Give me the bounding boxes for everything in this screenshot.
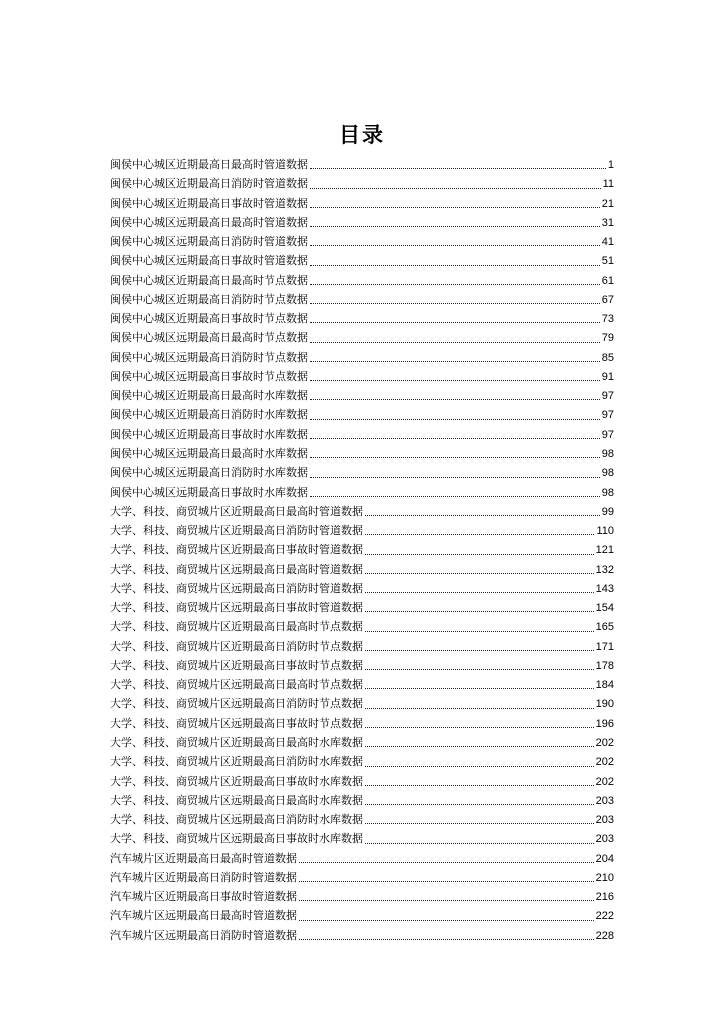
toc-page-number: 85 bbox=[601, 351, 614, 364]
toc-page-number: 143 bbox=[595, 582, 614, 595]
toc-dot-leader bbox=[310, 379, 600, 381]
toc-entry[interactable] bbox=[110, 213, 614, 232]
toc-entry-text: 闽侯中心城区近期最高日最高时水库数据 bbox=[110, 389, 308, 403]
toc-page-number: 99 bbox=[601, 505, 614, 518]
toc-page-number: 203 bbox=[595, 833, 614, 846]
toc-entry-text: 闽侯中心城区近期最高日消防时节点数据 bbox=[110, 292, 308, 306]
toc-entry-text: 大学、科技、商贸城片区远期最高日最高时管道数据 bbox=[110, 562, 363, 576]
toc-entry[interactable] bbox=[110, 463, 614, 482]
toc-entry-text: 大学、科技、商贸城片区近期最高日事故时管道数据 bbox=[110, 543, 363, 557]
toc-page-number: 178 bbox=[595, 659, 614, 672]
toc-entry[interactable] bbox=[110, 772, 614, 791]
toc-entry-text: 汽车城片区近期最高日最高时管道数据 bbox=[110, 851, 297, 865]
toc-dot-leader bbox=[365, 610, 594, 612]
toc-dot-leader bbox=[299, 938, 594, 940]
toc-entry[interactable] bbox=[110, 367, 614, 386]
toc-entry[interactable] bbox=[110, 579, 614, 598]
toc-entry-text: 大学、科技、商贸城片区近期最高日消防时水库数据 bbox=[110, 755, 363, 769]
toc-entry[interactable] bbox=[110, 502, 614, 521]
toc-entry[interactable] bbox=[110, 386, 614, 405]
toc-dot-leader bbox=[310, 495, 600, 497]
toc-entry[interactable] bbox=[110, 444, 614, 463]
toc-dot-leader bbox=[310, 456, 600, 458]
toc-page-number: 184 bbox=[595, 679, 614, 692]
toc-dot-leader bbox=[365, 630, 594, 632]
toc-entry[interactable] bbox=[110, 887, 614, 906]
toc-entry[interactable] bbox=[110, 348, 614, 367]
toc-dot-leader bbox=[299, 899, 594, 901]
toc-entry-text: 大学、科技、商贸城片区远期最高日事故时节点数据 bbox=[110, 716, 363, 730]
toc-entry-text: 闽侯中心城区远期最高日最高时水库数据 bbox=[110, 446, 308, 460]
toc-dot-leader bbox=[365, 591, 594, 593]
toc-dot-leader bbox=[310, 302, 600, 304]
toc-entry-text: 大学、科技、商贸城片区近期最高日最高时管道数据 bbox=[110, 504, 363, 518]
toc-entry[interactable] bbox=[110, 791, 614, 810]
toc-entry-text: 大学、科技、商贸城片区近期最高日消防时管道数据 bbox=[110, 524, 363, 538]
toc-page-number: 132 bbox=[595, 563, 614, 576]
toc-dot-leader bbox=[310, 187, 601, 189]
toc-dot-leader bbox=[310, 167, 606, 169]
toc-page-number: 98 bbox=[601, 486, 614, 499]
toc-page-number: 98 bbox=[601, 447, 614, 460]
toc-entry-text: 闽侯中心城区近期最高日消防时管道数据 bbox=[110, 177, 308, 191]
toc-title: 目录 bbox=[339, 123, 385, 147]
toc-dot-leader bbox=[365, 784, 594, 786]
toc-page-number: 67 bbox=[601, 293, 614, 306]
toc-page-number: 203 bbox=[595, 814, 614, 827]
toc-page-number: 204 bbox=[595, 852, 614, 865]
toc-entry[interactable] bbox=[110, 309, 614, 328]
toc-page-number: 216 bbox=[595, 891, 614, 904]
toc-dot-leader bbox=[299, 880, 594, 882]
toc-entry[interactable] bbox=[110, 868, 614, 887]
toc-entry[interactable] bbox=[110, 328, 614, 347]
toc-dot-leader bbox=[365, 745, 594, 747]
toc-entry-text: 闽侯中心城区近期最高日最高时管道数据 bbox=[110, 158, 308, 171]
toc-entry[interactable] bbox=[110, 637, 614, 656]
toc-page-number: 79 bbox=[601, 332, 614, 345]
toc-entry-text: 闽侯中心城区远期最高日最高时管道数据 bbox=[110, 215, 308, 229]
toc-entry[interactable] bbox=[110, 675, 614, 694]
toc-entry-text: 闽侯中心城区远期最高日消防时水库数据 bbox=[110, 466, 308, 480]
toc-entry-text: 大学、科技、商贸城片区近期最高日消防时节点数据 bbox=[110, 639, 363, 653]
toc-page-number: 202 bbox=[595, 775, 614, 788]
toc-page-number: 202 bbox=[595, 736, 614, 749]
toc-dot-leader bbox=[365, 707, 594, 709]
toc-page-number: 91 bbox=[601, 370, 614, 383]
toc-dot-leader bbox=[365, 803, 594, 805]
toc-dot-leader bbox=[310, 341, 600, 343]
toc-entry[interactable] bbox=[110, 232, 614, 251]
toc-page-number: 190 bbox=[595, 698, 614, 711]
toc-page-number: 73 bbox=[601, 313, 614, 326]
toc-entry-text: 大学、科技、商贸城片区近期最高日最高时水库数据 bbox=[110, 735, 363, 749]
toc-entry-text: 闽侯中心城区近期最高日事故时管道数据 bbox=[110, 196, 308, 210]
toc-page-number: 165 bbox=[595, 621, 614, 634]
toc-entry[interactable] bbox=[110, 694, 614, 713]
toc-dot-leader bbox=[310, 398, 600, 400]
toc-dot-leader bbox=[310, 283, 600, 285]
toc-page-number: 97 bbox=[601, 428, 614, 441]
toc-entry[interactable] bbox=[110, 194, 614, 213]
toc-entry[interactable] bbox=[110, 540, 614, 559]
toc-entry-text: 汽车城片区远期最高日消防时管道数据 bbox=[110, 928, 297, 942]
toc-entry[interactable] bbox=[110, 521, 614, 540]
toc-entry-text: 闽侯中心城区远期最高日最高时节点数据 bbox=[110, 331, 308, 345]
toc-entry[interactable] bbox=[110, 251, 614, 270]
toc-dot-leader bbox=[310, 321, 600, 323]
table-of-contents bbox=[110, 155, 614, 945]
toc-dot-leader bbox=[365, 533, 594, 535]
toc-dot-leader bbox=[310, 225, 600, 227]
toc-page-number: 154 bbox=[595, 602, 614, 615]
toc-entry-text: 闽侯中心城区近期最高日事故时水库数据 bbox=[110, 427, 308, 441]
toc-dot-leader bbox=[310, 206, 600, 208]
toc-dot-leader bbox=[310, 360, 600, 362]
toc-page-number: 21 bbox=[601, 197, 614, 210]
toc-entry[interactable] bbox=[110, 598, 614, 617]
toc-page-number: 110 bbox=[596, 525, 614, 538]
toc-entry-text: 大学、科技、商贸城片区近期最高日事故时水库数据 bbox=[110, 774, 363, 788]
toc-page-number: 98 bbox=[601, 467, 614, 480]
toc-page-number: 222 bbox=[595, 910, 614, 923]
toc-entry[interactable] bbox=[110, 926, 614, 945]
toc-entry[interactable] bbox=[110, 483, 614, 502]
toc-page-number: 210 bbox=[595, 871, 614, 884]
toc-entry[interactable] bbox=[110, 405, 614, 424]
toc-dot-leader bbox=[310, 418, 600, 420]
toc-entry-text: 大学、科技、商贸城片区远期最高日消防时节点数据 bbox=[110, 697, 363, 711]
toc-entry[interactable] bbox=[110, 733, 614, 752]
toc-entry[interactable] bbox=[110, 656, 614, 675]
toc-entry[interactable] bbox=[110, 617, 614, 636]
toc-entry-text: 闽侯中心城区近期最高日事故时节点数据 bbox=[110, 312, 308, 326]
toc-entry-text: 汽车城片区远期最高日最高时管道数据 bbox=[110, 909, 297, 923]
toc-dot-leader bbox=[365, 822, 594, 824]
toc-entry-text: 闽侯中心城区远期最高日事故时水库数据 bbox=[110, 485, 308, 499]
toc-page-number: 11 bbox=[602, 178, 614, 191]
toc-entry-text: 汽车城片区近期最高日消防时管道数据 bbox=[110, 870, 297, 884]
toc-page-number: 202 bbox=[595, 756, 614, 769]
toc-dot-leader bbox=[365, 668, 594, 670]
toc-dot-leader bbox=[310, 244, 600, 246]
toc-entry[interactable] bbox=[110, 714, 614, 733]
toc-dot-leader bbox=[299, 919, 594, 921]
toc-entry-text: 大学、科技、商贸城片区远期最高日事故时水库数据 bbox=[110, 832, 363, 846]
toc-dot-leader bbox=[365, 687, 594, 689]
toc-entry-text: 大学、科技、商贸城片区远期最高日事故时管道数据 bbox=[110, 601, 363, 615]
toc-entry-text: 闽侯中心城区远期最高日事故时管道数据 bbox=[110, 254, 308, 268]
toc-page-number: 61 bbox=[601, 274, 614, 287]
toc-entry-text: 大学、科技、商贸城片区近期最高日事故时节点数据 bbox=[110, 658, 363, 672]
toc-page-number: 97 bbox=[601, 390, 614, 403]
toc-dot-leader bbox=[365, 649, 594, 651]
toc-dot-leader bbox=[310, 476, 600, 478]
toc-entry-text: 大学、科技、商贸城片区远期最高日消防时水库数据 bbox=[110, 813, 363, 827]
toc-entry-text: 大学、科技、商贸城片区远期最高日消防时管道数据 bbox=[110, 581, 363, 595]
toc-entry-text: 闽侯中心城区近期最高日最高时节点数据 bbox=[110, 273, 308, 287]
toc-page-number: 121 bbox=[595, 544, 614, 557]
toc-page-number: 97 bbox=[601, 409, 614, 422]
toc-page-number: 203 bbox=[595, 794, 614, 807]
toc-page-number: 31 bbox=[601, 216, 614, 229]
toc-dot-leader bbox=[310, 437, 600, 439]
toc-page-number: 51 bbox=[601, 255, 614, 268]
toc-entry[interactable] bbox=[110, 849, 614, 868]
toc-entry-text: 闽侯中心城区远期最高日消防时节点数据 bbox=[110, 350, 308, 364]
toc-entry[interactable] bbox=[110, 290, 614, 309]
toc-page-number: 1 bbox=[607, 159, 614, 171]
toc-dot-leader bbox=[299, 861, 594, 863]
toc-dot-leader bbox=[365, 572, 594, 574]
toc-entry[interactable] bbox=[110, 271, 614, 290]
toc-entry[interactable] bbox=[110, 174, 614, 193]
toc-entry-text: 大学、科技、商贸城片区近期最高日最高时节点数据 bbox=[110, 620, 363, 634]
toc-page-number: 196 bbox=[595, 717, 614, 730]
toc-entry[interactable] bbox=[110, 425, 614, 444]
toc-entry[interactable] bbox=[110, 155, 614, 174]
toc-dot-leader bbox=[365, 514, 600, 516]
toc-dot-leader bbox=[365, 726, 594, 728]
toc-dot-leader bbox=[365, 842, 594, 844]
toc-entry-text: 大学、科技、商贸城片区远期最高日最高时节点数据 bbox=[110, 678, 363, 692]
toc-page-number: 41 bbox=[601, 236, 614, 249]
toc-entry[interactable] bbox=[110, 560, 614, 579]
toc-entry-text: 闽侯中心城区近期最高日消防时水库数据 bbox=[110, 408, 308, 422]
toc-page-number: 171 bbox=[595, 640, 614, 653]
toc-entry-text: 汽车城片区近期最高日事故时管道数据 bbox=[110, 890, 297, 904]
toc-dot-leader bbox=[310, 264, 600, 266]
toc-entry-text: 大学、科技、商贸城片区远期最高日最高时水库数据 bbox=[110, 793, 363, 807]
toc-entry-text: 闽侯中心城区远期最高日事故时节点数据 bbox=[110, 369, 308, 383]
toc-entry[interactable] bbox=[110, 906, 614, 925]
toc-dot-leader bbox=[365, 553, 594, 555]
toc-entry[interactable] bbox=[110, 752, 614, 771]
toc-page-number: 228 bbox=[595, 929, 614, 942]
toc-entry-text: 闽侯中心城区远期最高日消防时管道数据 bbox=[110, 235, 308, 249]
toc-entry[interactable] bbox=[110, 829, 614, 848]
toc-dot-leader bbox=[365, 765, 594, 767]
toc-entry[interactable] bbox=[110, 810, 614, 829]
